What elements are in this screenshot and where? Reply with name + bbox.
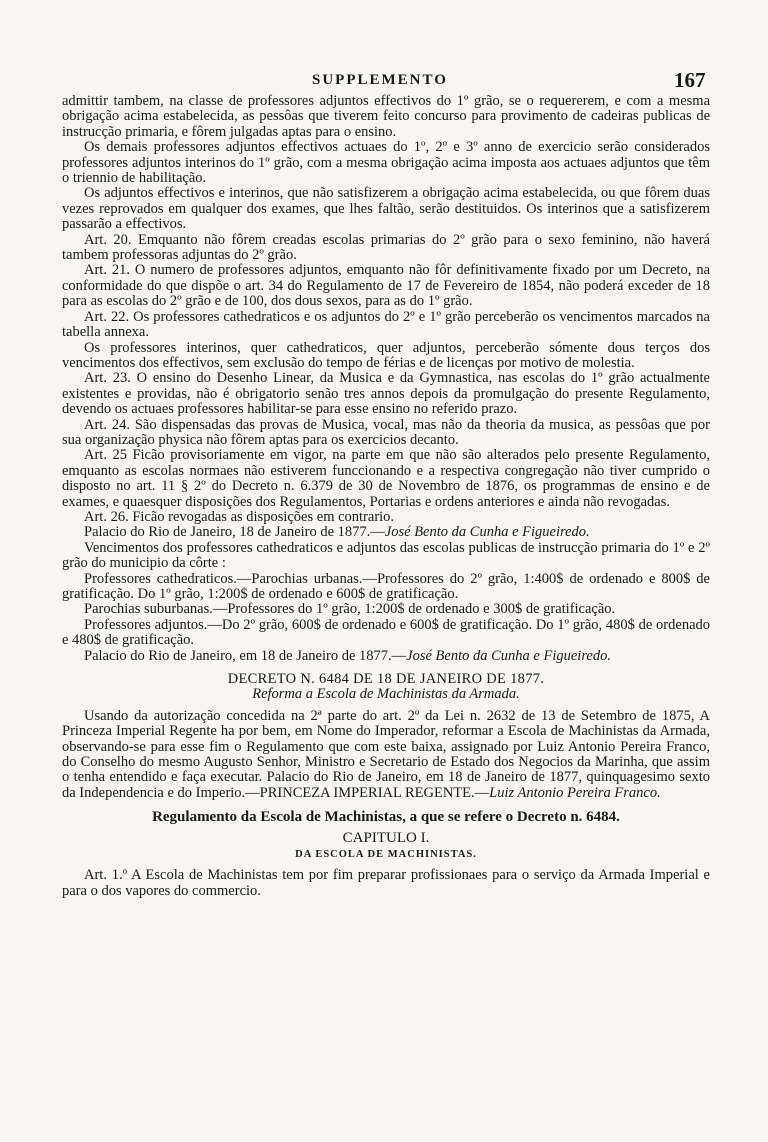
body-text	[62, 94, 710, 899]
chapter-heading: CAPITULO I.	[342, 830, 430, 847]
paragraph-text: Art. 21. O numero de professores adjuntos, emquanto não fôr definitivamente fixado por um Decreto, na conformidade do que dispõe o art. 34 do Regulamento de 17 de Fevereiro de 1854, não poderá exceder de 18 para as escolas do 2º grão e de 100, dos dous sexos, para as do 1º grão.	[62, 262, 710, 310]
paragraph-text: Art. 23. O ensino do Desenho Linear, da Musica e da Gymnastica, nas escolas do 1º grão actualmente existentes e providas, não é obrigatorio senão tres annos depois da promulgação do presente Regulamento, devendo os actuaes professores habilitar-se para esse ensino no referido prazo.	[62, 370, 710, 418]
paragraph	[62, 602, 710, 617]
decree-signature: Luiz Antonio Pereira Franco.	[489, 784, 661, 801]
paragraph-text: Professores cathedraticos.—Parochias urbanas.—Professores do 2º grão, 1:400$ de ordenado e 800$ de gratificação. Do 1º grão, 1:200$ de ordenado e 600$ de gratificação.	[62, 570, 710, 602]
decree-subtitle: Reforma a Escola de Machinistas da Armada.	[252, 686, 520, 703]
decree-title: DECRETO N. 6484 DE 18 DE JANEIRO DE 1877.	[227, 671, 545, 688]
paragraph-text: Vencimentos dos professores cathedraticos e adjuntos das escolas publicas de instrucção primaria do 1º e 2º grão do municipio da côrte :	[62, 539, 710, 572]
articles-section	[62, 94, 710, 541]
paragraph-text: Palacio do Rio de Janeiro, em 18 de Janeiro de 1877.—	[84, 647, 407, 664]
paragraph	[62, 525, 710, 540]
paragraph	[62, 448, 710, 510]
paragraph-text: Art. 24. São dispensadas das provas de Musica, vocal, mas não da theoria da musica, as pessôas que por sua organização physica não fôrem aptas para os exercicios decanto.	[62, 416, 710, 448]
paragraph	[62, 186, 710, 232]
paragraph-text: Art. 26. Ficão revogadas as disposições em contrario.	[84, 508, 395, 525]
salary-table-section	[62, 541, 710, 664]
paragraph	[62, 649, 710, 664]
paragraph-text: Art. 20. Emquanto não fôrem creadas escolas primarias do 2º grão para o sexo feminino, não haverá tambem professoras adjuntas do 2º grão.	[62, 231, 710, 264]
regulation-title: Regulamento da Escola de Machinistas, a que se refere o Decreto n. 6484.	[152, 809, 620, 826]
paragraph-text: Palacio do Rio de Janeiro, 18 de Janeiro de 1877.—	[84, 524, 385, 541]
paragraph-text: Os adjuntos effectivos e interinos, que não satisfizerem a obrigação acima estabelecida, ou que fôrem duas vezes reprovados em qualquer dos exames, que lhes faltão, serão destituidos. Os interinos que a satisfizerem passarão a effectivos.	[62, 185, 710, 233]
paragraph	[62, 140, 710, 186]
paragraph	[62, 263, 710, 309]
paragraph	[62, 418, 710, 449]
paragraph	[62, 94, 710, 140]
paragraph	[62, 510, 710, 525]
paragraph-text: Os professores interinos, quer cathedraticos, quer adjuntos, perceberão sómente dous terços dos vencimentos dos effectivos, sem exclusão do tempo de férias e de licenças por motivo de molestia.	[62, 339, 710, 371]
paragraph	[62, 233, 710, 264]
page-header	[0, 68, 768, 94]
article-1: Art. 1.º A Escola de Machinistas tem por fim preparar profissionaes para o serviço da Armada Imperial e para o dos vapores do commercio.	[62, 867, 710, 899]
paragraph	[62, 541, 710, 572]
chapter-subtitle: DA ESCOLA DE MACHINISTAS.	[295, 848, 477, 860]
paragraph	[62, 371, 710, 417]
paragraph-text: Os demais professores adjuntos effectivos actuaes do 1º, 2º e 3º anno de exercicio serão considerados professores adjuntos interinos do 1º grão, com a mesma obrigação acima imposta aos actuaes adjuntos que têm o triennio de habilitação.	[62, 139, 710, 187]
page-number: 167	[674, 68, 706, 92]
paragraph	[62, 341, 710, 372]
running-title: SUPPLEMENTO	[312, 72, 448, 88]
signature: José Bento da Cunha e Figueiredo.	[384, 524, 590, 541]
decree-body-text: Usando da autorização concedida na 2ª parte do art. 2º da Lei n. 2632 de 13 de Setembro de 1875, A Princeza Imperial Regente ha por bem, em Nome do Imperador, reformar a Escola de Machinistas da Armada, observando-se para esse fim o Regulamento que com este baixa, assignado por Luiz Antonio Pereira Franco, do Conselho do mesmo Augusto Senhor, Ministro e Secretario de Estado dos Negocios da Marinha, que assim o tenha entendido e faça executar. Palacio do Rio de Janeiro, em 18 de Janeiro de 1877, quinquagesimo sexto da Independencia e do Imperio.—PRINCEZA IMPERIAL REGENTE.—	[62, 707, 710, 801]
paragraph-text: Art. 22. Os professores cathedraticos e os adjuntos do 2º e 1º grão perceberão os vencimentos marcados na tabella annexa.	[62, 308, 710, 341]
paragraph	[62, 572, 710, 603]
paragraph-text: admittir tambem, na classe de professores adjuntos effectivos do 1º grão, se o requererem, e com a mesma obrigação acima estabelecida, as pessôas que tiverem feito concurso para provimento de cadeiras publicas de instrucção primaria, e fôrem julgadas aptas para o ensino.	[62, 93, 710, 140]
paragraph-text: Art. 25 Ficão provisoriamente em vigor, na parte em que não são alterados pelo presente Regulamento, emquanto as escolas normaes não estiverem funccionando e a respectiva congregação não tiver cumprido o disposto no art. 11 § 2º do Decreto n. 6.379 de 30 de Novembro de 1876, os programmas de ensino e de exames, e quaesquer disposições dos Regulamentos, Portarias e ordens anteriores e ainda não revogadas.	[62, 447, 710, 510]
paragraph	[62, 310, 710, 341]
paragraph-text: Parochias suburbanas.—Professores do 1º grão, 1:200$ de ordenado e 300$ de gratificação.	[84, 601, 616, 618]
paragraph	[62, 618, 710, 649]
decree-body	[62, 709, 710, 801]
paragraph-text: Professores adjuntos.—Do 2º grão, 600$ de ordenado e 600$ de gratificação. Do 1º grão, 480$ de ordenado e 480$ de gratificação.	[62, 616, 710, 649]
signature: José Bento da Cunha e Figueiredo.	[406, 647, 611, 664]
